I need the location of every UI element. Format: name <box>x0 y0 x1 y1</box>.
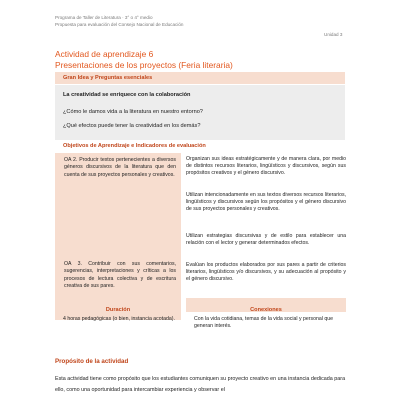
learning-objectives-column <box>55 153 181 320</box>
big-idea-heading: Gran Idea y Preguntas esenciales <box>63 75 153 81</box>
objective-oa3: OA 3. Contribuir con sus comentarios, sugerencias, interpretaciones y críticas a los procesos de lectura colectiva y de escritura creativa de sus pares. <box>64 261 176 290</box>
header-proposal-line: Propuesta para evaluación del Consejo Nacional de Educación <box>55 22 184 27</box>
duration-text: 4 horas pedagógicas (o bien, instancia acotada). <box>63 316 175 322</box>
activity-subtitle: Presentaciones de los proyectos (Feria literaria) <box>55 60 233 70</box>
big-idea-statement: La creatividad se enriquece con la colaboración <box>63 92 191 98</box>
unit-label: Unidad 3 <box>324 32 343 37</box>
page-header <box>55 14 183 28</box>
connections-heading: Conexiones <box>250 307 282 313</box>
connections-heading-bar <box>186 298 346 312</box>
purpose-heading: Propósito de la actividad <box>55 358 129 365</box>
connections-text: Con la vida cotidiana, temas de la vida social y personal que generan interés. <box>194 316 333 330</box>
indicator-1: Organizan sus ideas estratégicamente y de manera clara, por medio de distintos recursos literarios, lingüísticos y discursivos, según sus propósitos creativos y el género discursivo. <box>186 156 346 177</box>
big-idea-box <box>55 85 345 140</box>
essential-question-2: ¿Qué efectos puede tener la creatividad en los demás? <box>63 123 201 129</box>
objective-oa2: OA 2. Producir textos pertenecientes a diversos géneros discursivos de la literatura que den cuenta de sus proyectos personales y creativos. <box>64 157 176 178</box>
indicator-3: Utilizan estrategias discursivas y de estilo para establecer una relación con el lector y generar determinados efectos. <box>186 233 346 247</box>
indicator-2: Utilizan intencionadamente en sus textos diversos recursos literarios, lingüísticos y discursivos según los propósitos y el género discursivo de sus proyectos personales y creativos. <box>186 192 346 213</box>
purpose-text: Esta actividad tiene como propósito que los estudiantes comuniquen su proyecto creativo en una instancia dedicada para ello, como una oportunidad para intercambiar experiencia y observar el <box>55 376 346 393</box>
big-idea-heading-bar <box>55 72 345 84</box>
activity-title: Actividad de aprendizaje 6 <box>55 49 154 59</box>
essential-question-1: ¿Cómo le damos vida a la literatura en nuestro entorno? <box>63 109 203 115</box>
header-program-line: Programa de Taller de Literatura · 3° o 4° medio <box>55 15 153 20</box>
indicator-4: Evalúan los productos elaborados por sus pares a partir de criterios literarios, lingüísticos y/o discursivos, y su adecuación al propósito y el género discursivo. <box>186 262 346 283</box>
duration-heading-bar <box>55 298 181 312</box>
duration-heading: Duración <box>105 307 131 313</box>
objectives-heading: Objetivos de Aprendizaje e Indicadores de evaluación <box>63 143 206 149</box>
